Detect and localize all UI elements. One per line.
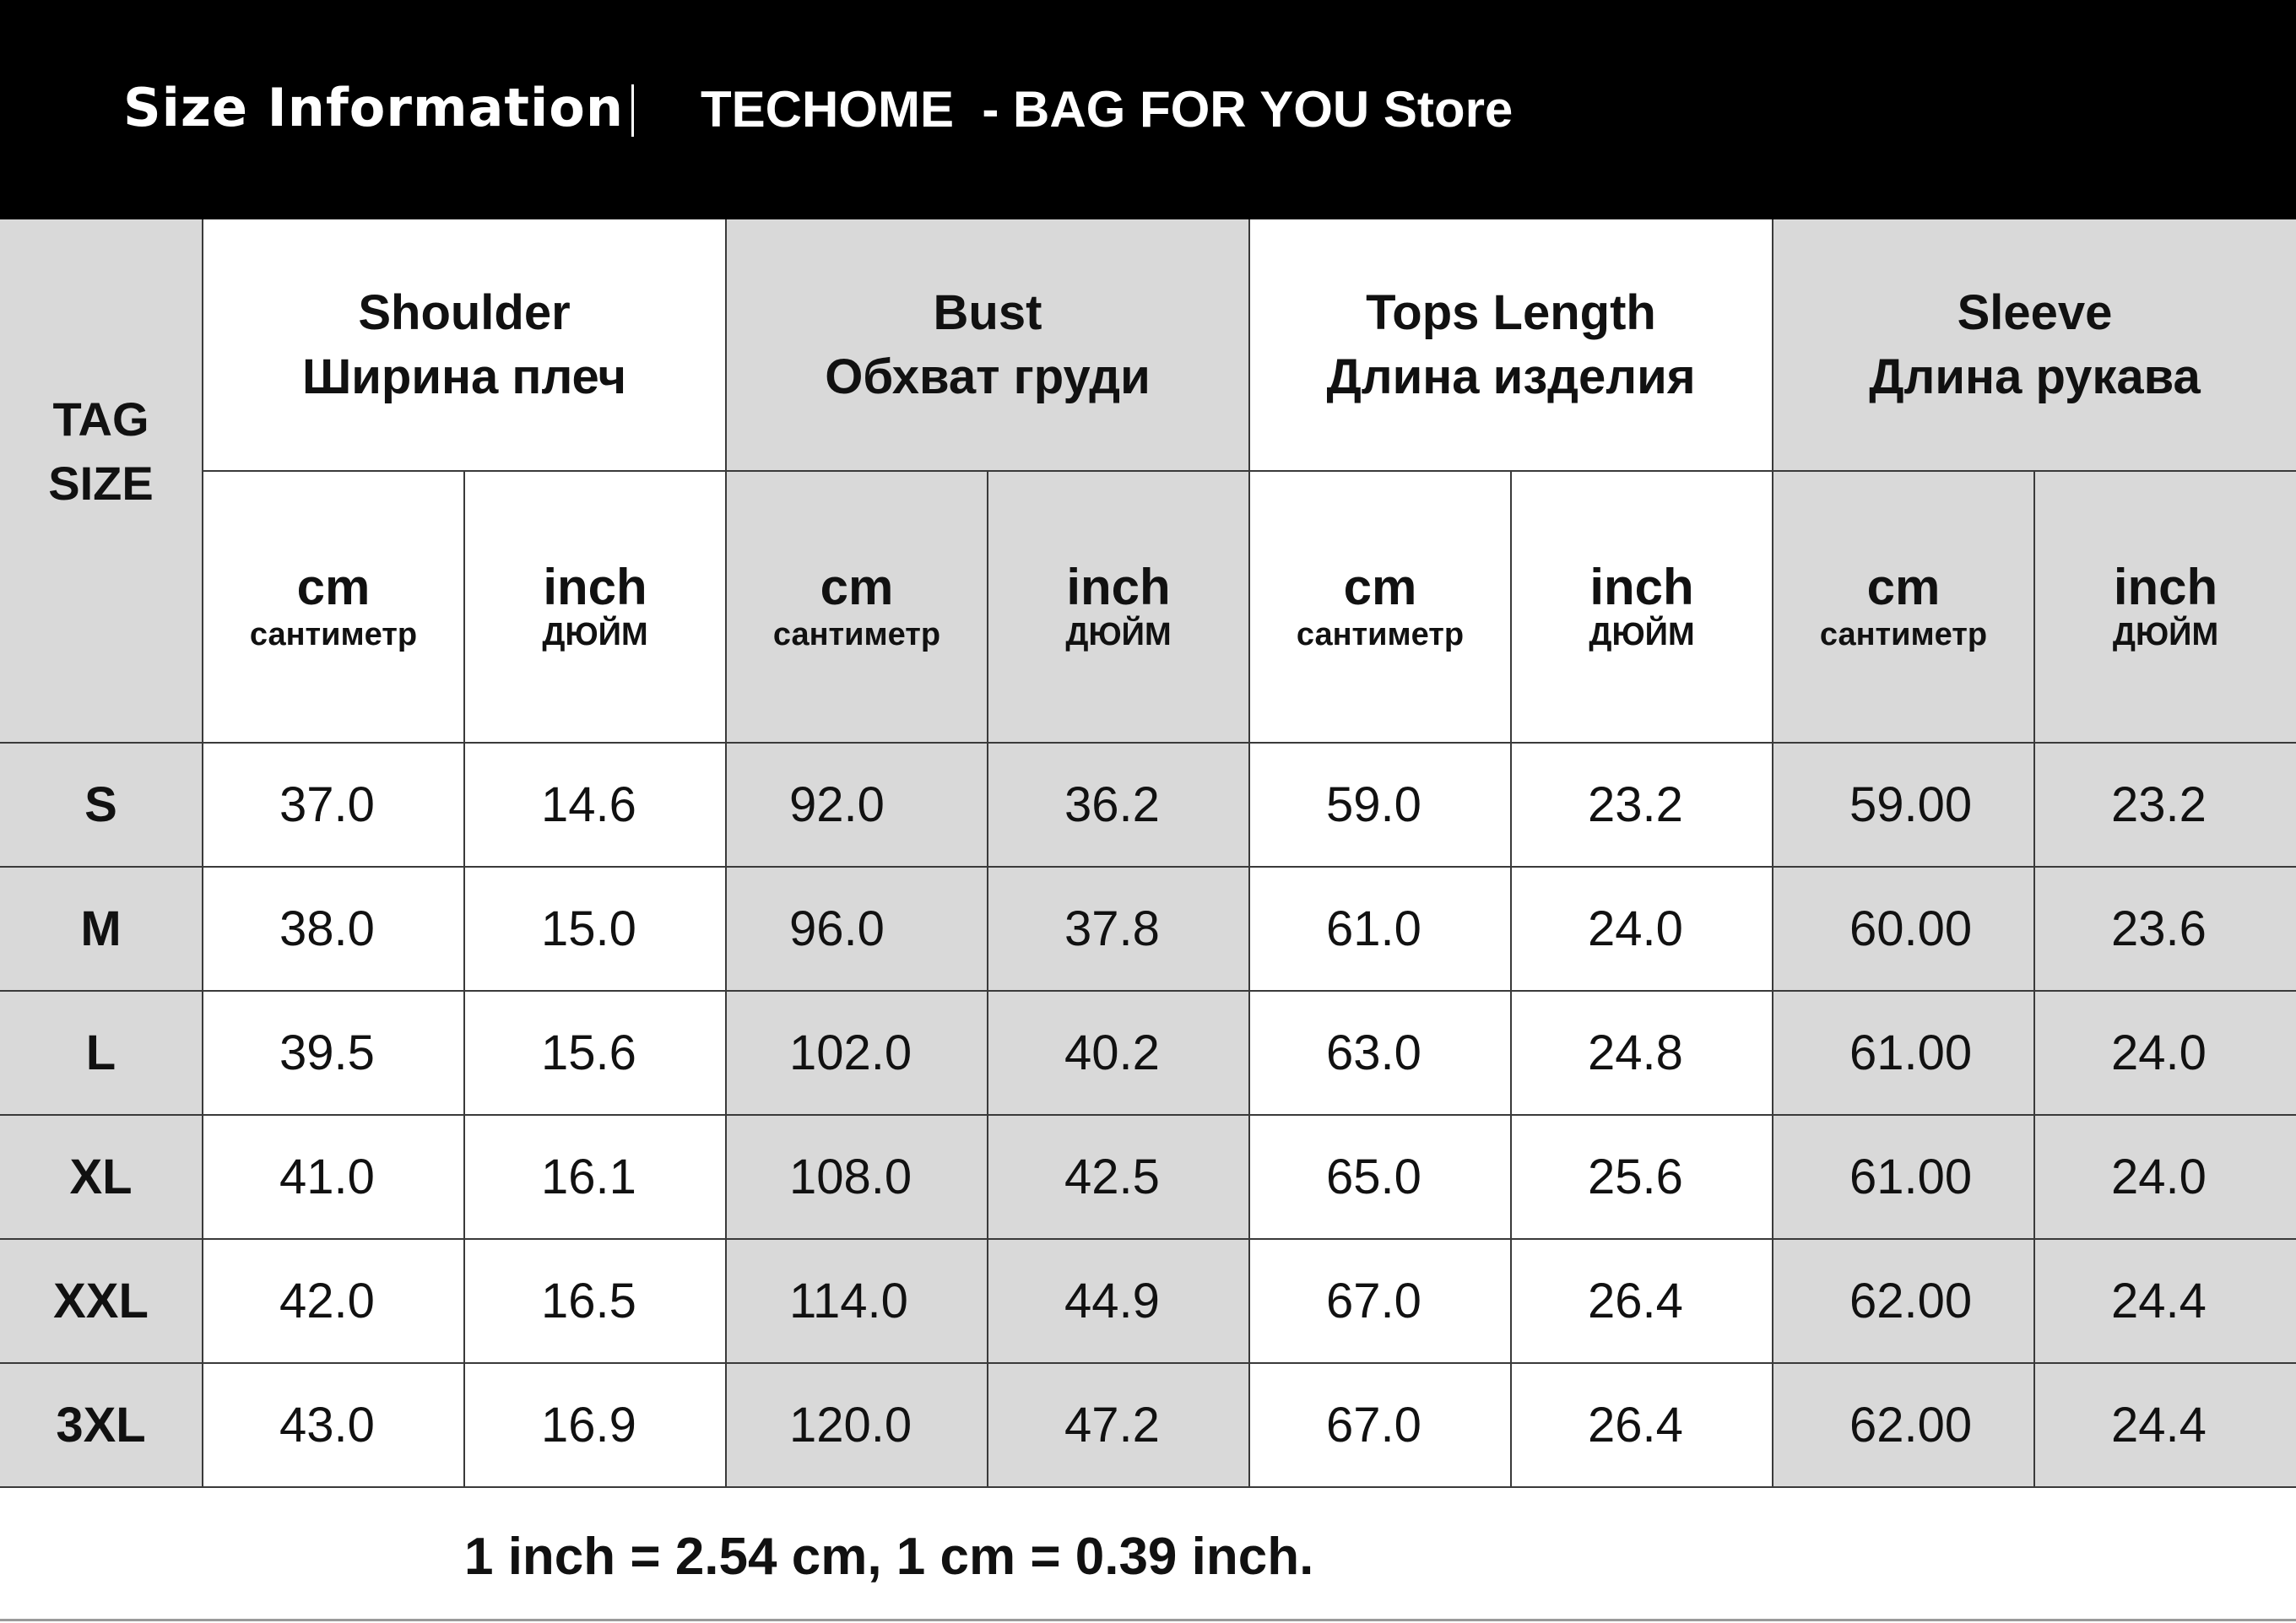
conversion-note: 1 inch = 2.54 cm, 1 cm = 0.39 inch. <box>464 1528 1314 1586</box>
store-name: TECHOME - BAG FOR YOU Store <box>701 81 1514 138</box>
bust-inch-value: 42.5 <box>988 1115 1249 1239</box>
unit-header-inch <box>1511 471 1773 743</box>
table-row <box>0 1239 2296 1363</box>
shoulder-cm-value: 42.0 <box>203 1239 464 1363</box>
size-label: M <box>0 867 203 991</box>
bust-cm-value: 108.0 <box>726 1115 988 1239</box>
bust-cm-value: 96.0 <box>726 867 988 991</box>
bust-inch-value: 44.9 <box>988 1239 1249 1363</box>
unit-header-cm <box>203 471 464 743</box>
group-header-sleeve <box>1773 219 2296 471</box>
unit-header-inch <box>2034 471 2296 743</box>
size-label: XXL <box>0 1239 203 1363</box>
shoulder-cm-value: 41.0 <box>203 1115 464 1239</box>
table-row <box>0 991 2296 1115</box>
unit-sub-label: ДЮЙМ <box>542 617 648 652</box>
length-cm-value: 59.0 <box>1249 743 1511 867</box>
length-cm-value: 61.0 <box>1249 867 1511 991</box>
group-label-en: Sleeve <box>1957 284 2113 340</box>
size-information-title: Size Information <box>123 77 625 138</box>
sleeve-inch-value: 24.4 <box>2034 1363 2296 1487</box>
unit-label: cm <box>296 559 371 615</box>
group-header-tops-length <box>1249 219 1773 471</box>
group-header-bust <box>726 219 1249 471</box>
shoulder-inch-value: 15.0 <box>464 867 726 991</box>
unit-label: inch <box>1589 559 1694 615</box>
group-label-en: Tops Length <box>1366 284 1656 340</box>
size-label: L <box>0 991 203 1115</box>
shoulder-inch-value: 16.9 <box>464 1363 726 1487</box>
size-label: 3XL <box>0 1363 203 1487</box>
shoulder-inch-value: 16.5 <box>464 1239 726 1363</box>
shoulder-cm-value: 37.0 <box>203 743 464 867</box>
unit-sub-label: сантиметр <box>1819 617 1988 652</box>
unit-header-cm <box>1249 471 1511 743</box>
unit-sub-label: ДЮЙМ <box>2112 617 2219 652</box>
unit-label: cm <box>1343 559 1417 615</box>
bust-inch-value: 36.2 <box>988 743 1249 867</box>
sleeve-inch-value: 23.2 <box>2034 743 2296 867</box>
sleeve-cm-value: 59.00 <box>1773 743 2034 867</box>
header-divider <box>631 84 634 137</box>
bust-inch-value: 47.2 <box>988 1363 1249 1487</box>
unit-label: cm <box>1866 559 1941 615</box>
unit-label: inch <box>1066 559 1171 615</box>
bust-cm-value: 102.0 <box>726 991 988 1115</box>
unit-sub-label: сантиметр <box>249 617 418 652</box>
length-cm-value: 67.0 <box>1249 1239 1511 1363</box>
tag-size-label: TAG SIZE <box>48 392 154 510</box>
bust-cm-value: 114.0 <box>726 1239 988 1363</box>
length-inch-value: 24.0 <box>1511 867 1773 991</box>
unit-header-inch <box>988 471 1249 743</box>
sleeve-cm-value: 62.00 <box>1773 1363 2034 1487</box>
sleeve-inch-value: 24.0 <box>2034 1115 2296 1239</box>
bust-cm-value: 92.0 <box>726 743 988 867</box>
length-cm-value: 63.0 <box>1249 991 1511 1115</box>
table-row <box>0 743 2296 867</box>
sleeve-cm-value: 60.00 <box>1773 867 2034 991</box>
sleeve-cm-value: 61.00 <box>1773 991 2034 1115</box>
shoulder-cm-value: 39.5 <box>203 991 464 1115</box>
length-cm-value: 67.0 <box>1249 1363 1511 1487</box>
bust-cm-value: 120.0 <box>726 1363 988 1487</box>
unit-sub-label: сантиметр <box>772 617 941 652</box>
sleeve-inch-value: 24.0 <box>2034 991 2296 1115</box>
shoulder-cm-value: 38.0 <box>203 867 464 991</box>
table-row <box>0 1115 2296 1239</box>
bust-inch-value: 37.8 <box>988 867 1249 991</box>
unit-header-inch <box>464 471 726 743</box>
unit-header-cm <box>726 471 988 743</box>
length-inch-value: 25.6 <box>1511 1115 1773 1239</box>
unit-header-cm <box>1773 471 2034 743</box>
length-inch-value: 26.4 <box>1511 1239 1773 1363</box>
unit-sub-label: сантиметр <box>1296 617 1465 652</box>
bottom-divider <box>0 1619 2296 1621</box>
unit-label: inch <box>2113 559 2218 615</box>
sleeve-inch-value: 24.4 <box>2034 1239 2296 1363</box>
length-inch-value: 23.2 <box>1511 743 1773 867</box>
group-label-ru: Длина рукава <box>1869 349 2201 404</box>
group-label-en: Bust <box>933 284 1042 340</box>
page-header <box>0 0 2296 219</box>
size-chart-table <box>0 219 2296 1488</box>
tag-size-header <box>0 219 203 743</box>
sleeve-cm-value: 62.00 <box>1773 1239 2034 1363</box>
size-label: S <box>0 743 203 867</box>
shoulder-inch-value: 15.6 <box>464 991 726 1115</box>
unit-sub-label: ДЮЙМ <box>1589 617 1695 652</box>
length-cm-value: 65.0 <box>1249 1115 1511 1239</box>
shoulder-inch-value: 14.6 <box>464 743 726 867</box>
shoulder-inch-value: 16.1 <box>464 1115 726 1239</box>
bust-inch-value: 40.2 <box>988 991 1249 1115</box>
group-label-ru: Обхват груди <box>825 349 1151 404</box>
length-inch-value: 24.8 <box>1511 991 1773 1115</box>
sleeve-inch-value: 23.6 <box>2034 867 2296 991</box>
unit-label: inch <box>543 559 647 615</box>
group-header-shoulder <box>203 219 726 471</box>
unit-sub-label: ДЮЙМ <box>1065 617 1172 652</box>
group-label-en: Shoulder <box>358 284 571 340</box>
size-label: XL <box>0 1115 203 1239</box>
length-inch-value: 26.4 <box>1511 1363 1773 1487</box>
group-label-ru: Длина изделия <box>1326 349 1696 404</box>
sleeve-cm-value: 61.00 <box>1773 1115 2034 1239</box>
table-row <box>0 867 2296 991</box>
unit-label: cm <box>820 559 894 615</box>
shoulder-cm-value: 43.0 <box>203 1363 464 1487</box>
table-row <box>0 1363 2296 1487</box>
group-label-ru: Ширина плеч <box>301 349 627 404</box>
